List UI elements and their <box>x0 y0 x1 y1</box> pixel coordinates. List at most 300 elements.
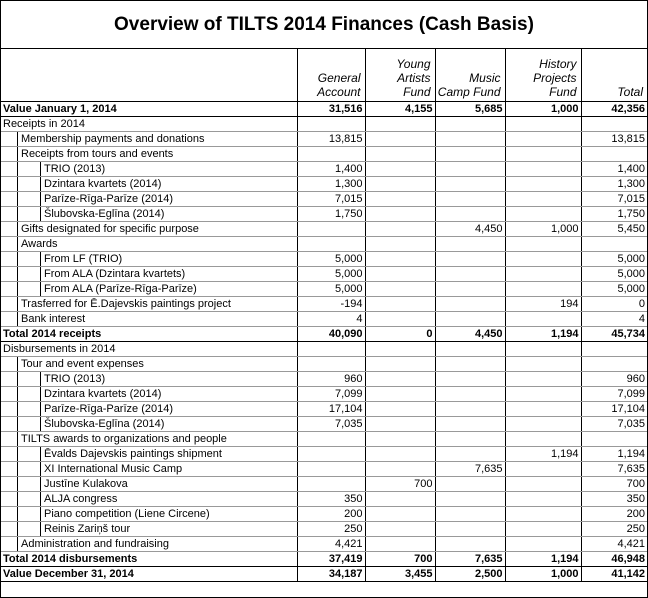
cell-history <box>505 147 581 162</box>
table-row <box>1 417 647 432</box>
cell-total: 0 <box>581 297 647 312</box>
cell-general: 40,090 <box>297 327 365 342</box>
cell-general: 7,035 <box>297 417 365 432</box>
cell-music-camp: 7,635 <box>435 552 505 567</box>
cell-young-artists <box>365 402 435 417</box>
cell-young-artists <box>365 192 435 207</box>
page-title: Overview of TILTS 2014 Finances (Cash Basis) <box>1 1 647 49</box>
indent-line <box>17 432 18 446</box>
cell-history <box>505 117 581 132</box>
cell-music-camp <box>435 117 505 132</box>
cell-total: 5,000 <box>581 282 647 297</box>
cell-history: 1,000 <box>505 222 581 237</box>
cell-general <box>297 222 365 237</box>
indent-line <box>17 507 18 521</box>
row-label-text: Parīze-Rīga-Parīze (2014) <box>44 402 173 415</box>
indent-line <box>40 252 41 266</box>
table-row <box>1 372 647 387</box>
indent-line <box>40 447 41 461</box>
cell-history <box>505 387 581 402</box>
table-row <box>1 537 647 552</box>
cell-general: 5,000 <box>297 252 365 267</box>
cell-young-artists <box>365 117 435 132</box>
cell-general: 5,000 <box>297 282 365 297</box>
cell-total <box>581 237 647 252</box>
cell-total: 7,099 <box>581 387 647 402</box>
cell-general: 250 <box>297 522 365 537</box>
row-label-text: Total 2014 receipts <box>3 327 102 340</box>
indent-line <box>40 507 41 521</box>
cell-general: 31,516 <box>297 102 365 117</box>
row-label-text: Value December 31, 2014 <box>3 567 134 580</box>
row-label-text: Gifts designated for specific purpose <box>21 222 199 235</box>
header-label-cell <box>1 49 297 102</box>
cell-history <box>505 462 581 477</box>
table-row <box>1 462 647 477</box>
cell-young-artists <box>365 432 435 447</box>
indent-line <box>40 372 41 386</box>
indent-line <box>17 162 18 176</box>
table-row <box>1 447 647 462</box>
cell-music-camp: 4,450 <box>435 327 505 342</box>
table-row <box>1 177 647 192</box>
row-label-text: Awards <box>21 237 58 250</box>
row-label <box>1 102 297 117</box>
cell-general <box>297 342 365 357</box>
cell-young-artists: 0 <box>365 327 435 342</box>
row-label <box>1 162 297 177</box>
cell-music-camp <box>435 192 505 207</box>
cell-music-camp <box>435 267 505 282</box>
table-row <box>1 552 647 567</box>
row-label <box>1 402 297 417</box>
row-label-text: Dzintara kvartets (2014) <box>44 177 162 190</box>
cell-history <box>505 417 581 432</box>
row-label <box>1 552 297 567</box>
row-label <box>1 372 297 387</box>
row-label-text: From LF (TRIO) <box>44 252 123 265</box>
row-label-text: TRIO (2013) <box>44 162 106 175</box>
cell-music-camp <box>435 282 505 297</box>
cell-general: -194 <box>297 297 365 312</box>
cell-history <box>505 192 581 207</box>
indent-line <box>40 477 41 491</box>
row-label-text: Reinis Zariņš tour <box>44 522 131 535</box>
cell-total: 4,421 <box>581 537 647 552</box>
cell-history: 1,194 <box>505 327 581 342</box>
indent-line <box>40 177 41 191</box>
cell-general: 7,099 <box>297 387 365 402</box>
cell-young-artists: 700 <box>365 477 435 492</box>
cell-total <box>581 357 647 372</box>
row-label <box>1 117 297 132</box>
table-row <box>1 267 647 282</box>
table-row <box>1 132 647 147</box>
row-label <box>1 417 297 432</box>
cell-total: 5,000 <box>581 267 647 282</box>
cell-general <box>297 462 365 477</box>
cell-history <box>505 282 581 297</box>
cell-young-artists <box>365 462 435 477</box>
cell-music-camp <box>435 237 505 252</box>
cell-history <box>505 432 581 447</box>
cell-total <box>581 342 647 357</box>
cell-music-camp <box>435 432 505 447</box>
cell-history <box>505 267 581 282</box>
cell-young-artists <box>365 162 435 177</box>
cell-total: 250 <box>581 522 647 537</box>
indent-line <box>17 417 18 431</box>
table-row <box>1 402 647 417</box>
cell-music-camp <box>435 207 505 222</box>
indent-line <box>17 312 18 326</box>
indent-line <box>17 207 18 221</box>
indent-line <box>17 177 18 191</box>
indent-line <box>17 372 18 386</box>
cell-total <box>581 117 647 132</box>
table-row <box>1 432 647 447</box>
cell-music-camp <box>435 342 505 357</box>
indent-line <box>40 162 41 176</box>
cell-young-artists <box>365 372 435 387</box>
table-row <box>1 297 647 312</box>
cell-total: 13,815 <box>581 132 647 147</box>
row-label <box>1 507 297 522</box>
indent-line <box>17 192 18 206</box>
cell-general: 350 <box>297 492 365 507</box>
row-label <box>1 567 297 582</box>
row-label-text: Dzintara kvartets (2014) <box>44 387 162 400</box>
cell-music-camp <box>435 162 505 177</box>
cell-history <box>505 162 581 177</box>
cell-total: 7,635 <box>581 462 647 477</box>
row-label-text: Bank interest <box>21 312 86 325</box>
row-label-text: Šlubovska-Eglīna (2014) <box>44 417 165 430</box>
cell-history <box>505 357 581 372</box>
cell-general: 1,300 <box>297 177 365 192</box>
row-label <box>1 222 297 237</box>
row-label-text: Justīne Kulakova <box>44 477 128 490</box>
cell-general <box>297 447 365 462</box>
indent-line <box>40 207 41 221</box>
cell-history: 1,000 <box>505 567 581 582</box>
cell-music-camp <box>435 357 505 372</box>
cell-music-camp <box>435 507 505 522</box>
cell-history <box>505 477 581 492</box>
cell-young-artists <box>365 312 435 327</box>
table-row <box>1 252 647 267</box>
table-row <box>1 312 647 327</box>
cell-young-artists <box>365 282 435 297</box>
row-label <box>1 357 297 372</box>
cell-music-camp <box>435 372 505 387</box>
cell-music-camp <box>435 402 505 417</box>
table-row <box>1 477 647 492</box>
cell-history: 194 <box>505 297 581 312</box>
cell-young-artists <box>365 252 435 267</box>
cell-young-artists <box>365 222 435 237</box>
table-row <box>1 357 647 372</box>
indent-line <box>40 522 41 536</box>
row-label <box>1 297 297 312</box>
cell-young-artists <box>365 492 435 507</box>
cell-young-artists <box>365 537 435 552</box>
table-row <box>1 237 647 252</box>
table-row <box>1 342 647 357</box>
cell-young-artists <box>365 207 435 222</box>
cell-music-camp: 5,685 <box>435 102 505 117</box>
indent-line <box>17 522 18 536</box>
indent-line <box>40 417 41 431</box>
cell-history <box>505 507 581 522</box>
cell-total: 45,734 <box>581 327 647 342</box>
row-label <box>1 477 297 492</box>
cell-general <box>297 147 365 162</box>
cell-music-camp <box>435 492 505 507</box>
row-label <box>1 147 297 162</box>
table-row <box>1 207 647 222</box>
cell-young-artists <box>365 237 435 252</box>
cell-music-camp: 2,500 <box>435 567 505 582</box>
indent-line <box>40 282 41 296</box>
indent-line <box>17 477 18 491</box>
cell-history <box>505 522 581 537</box>
col-header-history: History Projects Fund <box>505 49 581 102</box>
cell-total: 7,035 <box>581 417 647 432</box>
cell-general <box>297 237 365 252</box>
cell-young-artists <box>365 342 435 357</box>
row-label <box>1 252 297 267</box>
col-header-young-artists: Young Artists Fund <box>365 49 435 102</box>
row-label <box>1 237 297 252</box>
cell-young-artists <box>365 357 435 372</box>
cell-history <box>505 252 581 267</box>
table-row <box>1 222 647 237</box>
indent-line <box>40 402 41 416</box>
row-label-text: XI International Music Camp <box>44 462 183 475</box>
cell-total: 4 <box>581 312 647 327</box>
cell-young-artists <box>365 447 435 462</box>
cell-general: 1,750 <box>297 207 365 222</box>
row-label <box>1 447 297 462</box>
row-label <box>1 312 297 327</box>
cell-young-artists <box>365 387 435 402</box>
table-row <box>1 492 647 507</box>
indent-line <box>17 402 18 416</box>
cell-total: 960 <box>581 372 647 387</box>
cell-history <box>505 492 581 507</box>
cell-total: 46,948 <box>581 552 647 567</box>
row-label-text: Šlubovska-Eglīna (2014) <box>44 207 165 220</box>
indent-line <box>17 222 18 236</box>
row-label <box>1 177 297 192</box>
row-label <box>1 522 297 537</box>
cell-total: 17,104 <box>581 402 647 417</box>
cell-general: 1,400 <box>297 162 365 177</box>
row-label <box>1 267 297 282</box>
row-label-text: TRIO (2013) <box>44 372 106 385</box>
indent-line <box>40 267 41 281</box>
cell-music-camp <box>435 522 505 537</box>
cell-total: 41,142 <box>581 567 647 582</box>
row-label-text: Value January 1, 2014 <box>3 102 117 115</box>
row-label-text: Disbursements in 2014 <box>3 342 116 355</box>
cell-music-camp <box>435 537 505 552</box>
indent-line <box>17 252 18 266</box>
indent-line <box>17 237 18 251</box>
cell-general: 200 <box>297 507 365 522</box>
table-row <box>1 507 647 522</box>
table-row <box>1 117 647 132</box>
cell-music-camp <box>435 297 505 312</box>
row-label-text: TILTS awards to organizations and people <box>21 432 227 445</box>
cell-music-camp <box>435 132 505 147</box>
indent-line <box>17 387 18 401</box>
cell-history: 1,000 <box>505 102 581 117</box>
cell-general: 960 <box>297 372 365 387</box>
cell-general: 13,815 <box>297 132 365 147</box>
cell-total: 1,400 <box>581 162 647 177</box>
cell-music-camp <box>435 252 505 267</box>
row-label <box>1 387 297 402</box>
cell-total <box>581 432 647 447</box>
cell-young-artists <box>365 507 435 522</box>
cell-music-camp <box>435 387 505 402</box>
cell-music-camp <box>435 477 505 492</box>
indent-line <box>17 462 18 476</box>
cell-young-artists <box>365 267 435 282</box>
cell-total: 1,300 <box>581 177 647 192</box>
row-label-text: Membership payments and donations <box>21 132 205 145</box>
table-row <box>1 102 647 117</box>
cell-young-artists <box>365 132 435 147</box>
cell-total: 350 <box>581 492 647 507</box>
cell-general <box>297 117 365 132</box>
col-header-total: Total <box>581 49 647 102</box>
cell-general: 7,015 <box>297 192 365 207</box>
indent-line <box>17 282 18 296</box>
row-label-text: ALJA congress <box>44 492 118 505</box>
cell-general: 4 <box>297 312 365 327</box>
row-label <box>1 282 297 297</box>
indent-line <box>17 297 18 311</box>
indent-line <box>40 192 41 206</box>
cell-music-camp <box>435 417 505 432</box>
cell-young-artists: 700 <box>365 552 435 567</box>
cell-young-artists <box>365 297 435 312</box>
indent-line <box>17 267 18 281</box>
cell-general: 4,421 <box>297 537 365 552</box>
indent-line <box>40 462 41 476</box>
cell-total: 5,450 <box>581 222 647 237</box>
cell-history <box>505 342 581 357</box>
cell-history <box>505 132 581 147</box>
row-label <box>1 492 297 507</box>
cell-music-camp: 4,450 <box>435 222 505 237</box>
cell-history <box>505 207 581 222</box>
table-row <box>1 192 647 207</box>
indent-line <box>17 492 18 506</box>
col-header-general: General Account <box>297 49 365 102</box>
table-row <box>1 282 647 297</box>
column-header-row <box>1 49 647 102</box>
indent-line <box>40 492 41 506</box>
row-label <box>1 132 297 147</box>
cell-total: 7,015 <box>581 192 647 207</box>
row-label-text: From ALA (Dzintara kvartets) <box>44 267 186 280</box>
cell-young-artists <box>365 177 435 192</box>
cell-music-camp: 7,635 <box>435 462 505 477</box>
cell-total: 5,000 <box>581 252 647 267</box>
cell-total: 42,356 <box>581 102 647 117</box>
table-row <box>1 522 647 537</box>
cell-total <box>581 147 647 162</box>
table-row <box>1 387 647 402</box>
row-label <box>1 462 297 477</box>
cell-general: 34,187 <box>297 567 365 582</box>
cell-music-camp <box>435 177 505 192</box>
indent-line <box>17 357 18 371</box>
row-label-text: Parīze-Rīga-Parīze (2014) <box>44 192 173 205</box>
cell-history <box>505 372 581 387</box>
cell-history <box>505 237 581 252</box>
table-row <box>1 162 647 177</box>
row-label-text: Piano competition (Liene Circene) <box>44 507 210 520</box>
row-label-text: Receipts in 2014 <box>3 117 85 130</box>
cell-total: 1,750 <box>581 207 647 222</box>
col-header-music-camp: Music Camp Fund <box>435 49 505 102</box>
cell-history <box>505 312 581 327</box>
cell-history <box>505 177 581 192</box>
cell-general: 5,000 <box>297 267 365 282</box>
cell-general: 17,104 <box>297 402 365 417</box>
row-label <box>1 207 297 222</box>
indent-line <box>17 447 18 461</box>
table-row <box>1 327 647 342</box>
indent-line <box>17 132 18 146</box>
row-label <box>1 327 297 342</box>
row-label <box>1 537 297 552</box>
indent-line <box>17 537 18 551</box>
row-label-text: Trasferred for Ē.Dajevskis paintings project <box>21 297 231 310</box>
finance-table <box>1 49 647 582</box>
cell-young-artists <box>365 417 435 432</box>
row-label-text: From ALA (Parīze-Rīga-Parīze) <box>44 282 197 295</box>
cell-history: 1,194 <box>505 447 581 462</box>
row-label-text: Receipts from tours and events <box>21 147 174 160</box>
cell-general: 37,419 <box>297 552 365 567</box>
cell-history: 1,194 <box>505 552 581 567</box>
cell-general <box>297 357 365 372</box>
cell-history <box>505 537 581 552</box>
indent-line <box>40 387 41 401</box>
cell-young-artists: 4,155 <box>365 102 435 117</box>
cell-general <box>297 477 365 492</box>
cell-general <box>297 432 365 447</box>
cell-total: 700 <box>581 477 647 492</box>
cell-music-camp <box>435 447 505 462</box>
table-row <box>1 567 647 582</box>
cell-young-artists <box>365 522 435 537</box>
cell-young-artists: 3,455 <box>365 567 435 582</box>
table-row <box>1 147 647 162</box>
row-label-text: Ēvalds Dajevskis paintings shipment <box>44 447 222 460</box>
row-label-text: Total 2014 disbursements <box>3 552 138 565</box>
indent-line <box>17 147 18 161</box>
cell-history <box>505 402 581 417</box>
row-label-text: Tour and event expenses <box>21 357 144 370</box>
finance-table-body <box>1 49 647 582</box>
